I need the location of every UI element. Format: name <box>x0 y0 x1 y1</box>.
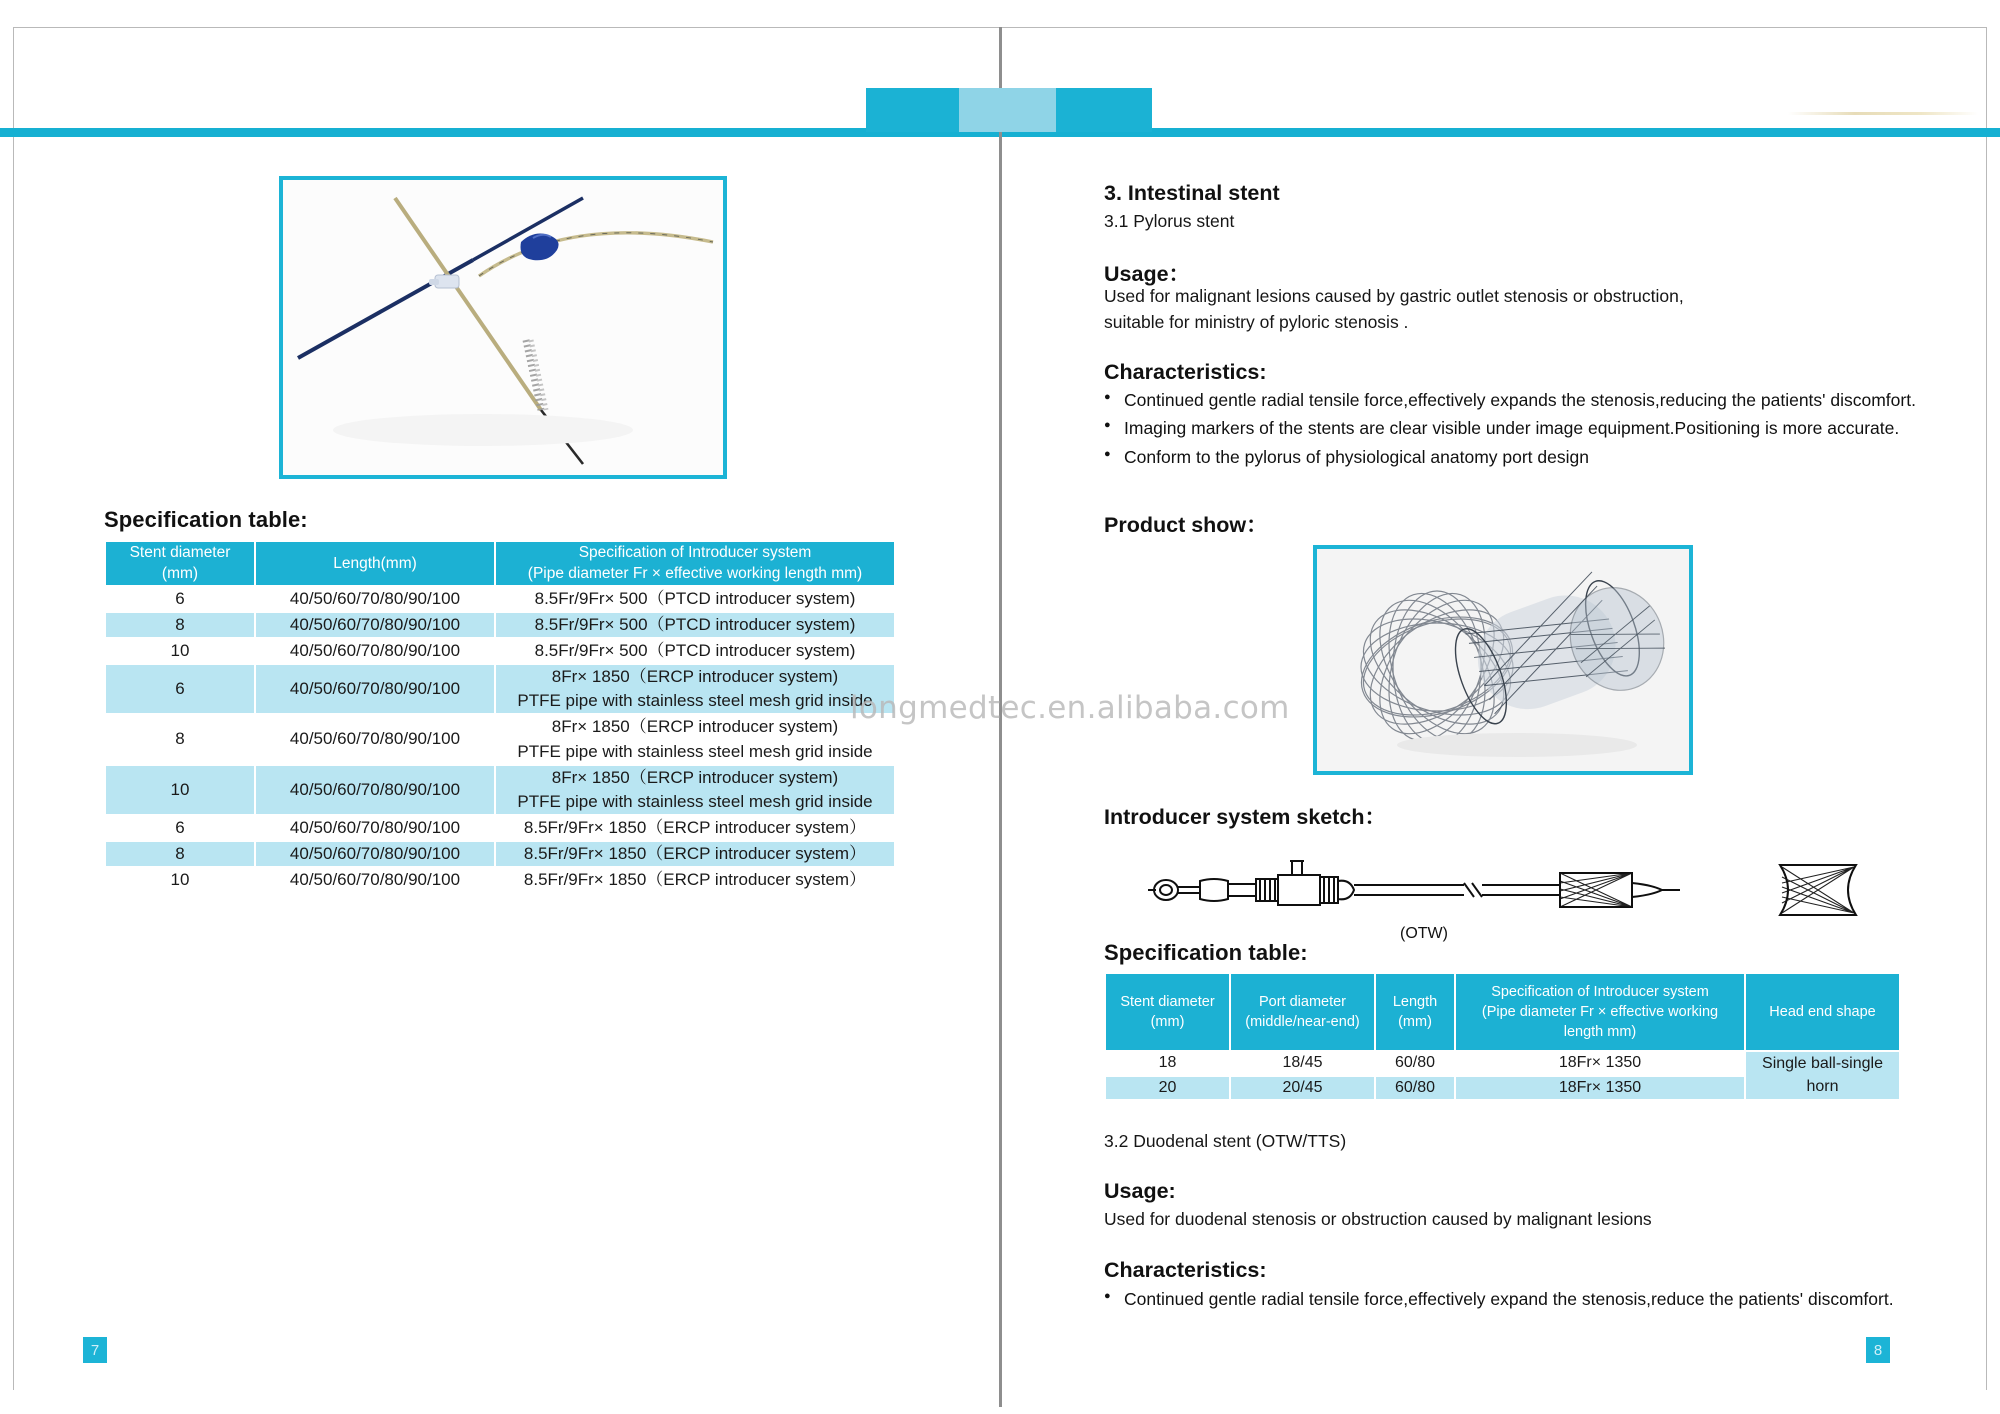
left-spec-table-title: Specification table: <box>104 507 308 532</box>
characteristics-list <box>1104 387 1946 472</box>
table-row <box>105 867 895 893</box>
introducer-system-sketch <box>1140 855 1900 925</box>
cell-introducer-spec: 8.5Fr/9Fr× 1850（ERCP introducer system） <box>495 815 895 841</box>
bullet-item: ● Imaging markers of the stents are clear visible under image equipment.Positioning is more accurate. <box>1104 415 1946 441</box>
characteristics2-label: Characteristics: <box>1104 1258 1267 1282</box>
table-header-row <box>1105 973 1900 1051</box>
cell-stent-diameter: 20 <box>1105 1076 1230 1101</box>
table-header-row <box>105 541 895 586</box>
introducer-sketch-label: Introducer system sketch： <box>1104 805 1386 829</box>
col-header-line-1: Port diameter <box>1258 994 1347 1010</box>
table-row <box>105 765 895 815</box>
cell-introducer-spec: 18Fr× 1350 <box>1455 1051 1745 1076</box>
cell-introducer-spec: 8.5Fr/9Fr× 500（PTCD introducer system) <box>495 586 895 612</box>
cell-stent-diameter: 10 <box>105 867 255 893</box>
cell-length: 40/50/60/70/80/90/100 <box>255 841 495 867</box>
table-row <box>105 612 895 638</box>
cell-introducer-spec: 8.5Fr/9Fr× 500（PTCD introducer system) <box>495 638 895 664</box>
col-header-line-2: (mm) <box>161 565 199 583</box>
col-header-line-2: (middle/near-end) <box>1245 1014 1360 1030</box>
bullet-item: ● Continued gentle radial tensile force,effectively expand the stenosis,reduce the patients' discomfort. <box>1104 1286 1946 1312</box>
col-header-line-1: Stent diameter <box>1120 994 1215 1010</box>
usage2-text: Used for duodenal stenosis or obstruction caused by malignant lesions <box>1104 1209 1652 1229</box>
cell-introducer-spec: 8.5Fr/9Fr× 1850（ERCP introducer system） <box>495 841 895 867</box>
bullet-item: ● Conform to the pylorus of physiological anatomy port design <box>1104 444 1946 470</box>
cell-stent-diameter: 18 <box>1105 1051 1230 1076</box>
site-watermark: longmedtec.en.alibaba.com <box>850 690 1290 726</box>
col-header-introducer-spec <box>1455 973 1745 1051</box>
header-block-3 <box>1056 88 1152 132</box>
col-header-line-1: Specification of Introducer system <box>578 544 812 561</box>
product-show-label: Product show： <box>1104 513 1268 537</box>
table-row <box>105 841 895 867</box>
cell-stent-diameter: 8 <box>105 612 255 638</box>
sketch-caption-otw: (OTW) <box>1400 925 1448 942</box>
usage-text-line-2: suitable for ministry of pyloric stenosis . <box>1104 312 1409 332</box>
cell-length: 60/80 <box>1375 1076 1455 1101</box>
table-row <box>105 586 895 612</box>
cell-length: 60/80 <box>1375 1051 1455 1076</box>
cell-introducer-spec: 8.5Fr/9Fr× 500（PTCD introducer system) <box>495 612 895 638</box>
cell-stent-diameter: 10 <box>105 638 255 664</box>
stent-photo-illustration <box>1317 549 1689 771</box>
col-header-length <box>255 541 495 586</box>
col-header-line-2: (mm) <box>1398 1014 1432 1030</box>
col-header-stent-diameter <box>1105 973 1230 1051</box>
cell-stent-diameter: 6 <box>105 586 255 612</box>
page-number-right: 8 <box>1866 1337 1890 1363</box>
col-header-length <box>1375 973 1455 1051</box>
cell-port-diameter: 20/45 <box>1230 1076 1375 1101</box>
cell-stent-diameter: 6 <box>105 815 255 841</box>
cell-stent-diameter: 8 <box>105 714 255 764</box>
cell-introducer-spec: 18Fr× 1350 <box>1455 1076 1745 1101</box>
right-specification-table <box>1104 972 1901 1101</box>
col-header-line-1: Specification of Introducer system <box>1491 984 1709 1000</box>
col-header-port-diameter <box>1230 973 1375 1051</box>
cell-introducer-spec: 8Fr× 1850（ERCP introducer system) PTFE pipe with stainless steel mesh grid inside <box>495 714 895 764</box>
cell-introducer-spec: 8Fr× 1850（ERCP introducer system) PTFE pipe with stainless steel mesh grid inside <box>495 664 895 714</box>
page-number-left: 7 <box>83 1337 107 1363</box>
col-header-stent-diameter <box>105 541 255 586</box>
catheter-product-photo <box>279 176 727 479</box>
cell-introducer-spec: 8.5Fr/9Fr× 1850（ERCP introducer system） <box>495 867 895 893</box>
header-decoration-blocks <box>866 88 1152 132</box>
usage2-label: Usage: <box>1104 1179 1176 1203</box>
cell-introducer-spec: 8Fr× 1850（ERCP introducer system) PTFE pipe with stainless steel mesh grid inside <box>495 765 895 815</box>
characteristics-label: Characteristics: <box>1104 360 1267 384</box>
cell-stent-diameter: 6 <box>105 664 255 714</box>
col-header-line-1: Length(mm) <box>333 554 417 572</box>
characteristics2-list <box>1104 1286 1946 1314</box>
section-title-intestinal-stent: 3. Intestinal stent <box>1104 181 1280 205</box>
cell-length: 40/50/60/70/80/90/100 <box>255 714 495 764</box>
catheter-photo-illustration <box>283 180 723 475</box>
col-header-head-end-shape <box>1745 973 1900 1051</box>
table-row <box>1105 1051 1900 1076</box>
col-header-line-2: (Pipe diameter Fr × effective working <box>1481 1004 1719 1020</box>
table-row <box>105 638 895 664</box>
table-row <box>105 815 895 841</box>
cell-stent-diameter: 10 <box>105 765 255 815</box>
subsection-title-duodenal-stent: 3.2 Duodenal stent (OTW/TTS) <box>1104 1131 1347 1151</box>
right-spec-table-title: Specification table: <box>1104 940 1308 965</box>
col-header-line-1: Head end shape <box>1769 1004 1876 1020</box>
cell-head-end-shape: Single ball-single horn <box>1745 1051 1900 1100</box>
cell-port-diameter: 18/45 <box>1230 1051 1375 1076</box>
cell-length: 40/50/60/70/80/90/100 <box>255 664 495 714</box>
table-row <box>105 714 895 764</box>
usage-text-line-1: Used for malignant lesions caused by gastric outlet stenosis or obstruction, <box>1104 286 1684 306</box>
col-header-line-1: Stent diameter <box>129 544 231 561</box>
col-header-line-1: Length <box>1392 994 1438 1010</box>
cell-length: 40/50/60/70/80/90/100 <box>255 867 495 893</box>
header-block-2 <box>959 88 1056 132</box>
cell-stent-diameter: 8 <box>105 841 255 867</box>
pylorus-stent-photo <box>1313 545 1693 775</box>
col-header-line-2: (Pipe diameter Fr × effective working length mm) <box>527 565 863 583</box>
header-gold-line <box>1788 112 1978 115</box>
subsection-title-pylorus-stent: 3.1 Pylorus stent <box>1104 211 1235 231</box>
cell-length: 40/50/60/70/80/90/100 <box>255 612 495 638</box>
col-header-line-3: length mm) <box>1563 1024 1637 1040</box>
cell-length: 40/50/60/70/80/90/100 <box>255 586 495 612</box>
usage-label: Usage： <box>1104 262 1191 286</box>
header-block-1 <box>866 88 959 132</box>
col-header-introducer-spec <box>495 541 895 586</box>
table-row <box>105 664 895 714</box>
cell-length: 40/50/60/70/80/90/100 <box>255 638 495 664</box>
left-specification-table <box>104 540 896 894</box>
bullet-item: ● Continued gentle radial tensile force,effectively expands the stenosis,reducing the patients' discomfort. <box>1104 387 1946 413</box>
col-header-line-2: (mm) <box>1150 1014 1185 1030</box>
cell-length: 40/50/60/70/80/90/100 <box>255 765 495 815</box>
cell-length: 40/50/60/70/80/90/100 <box>255 815 495 841</box>
